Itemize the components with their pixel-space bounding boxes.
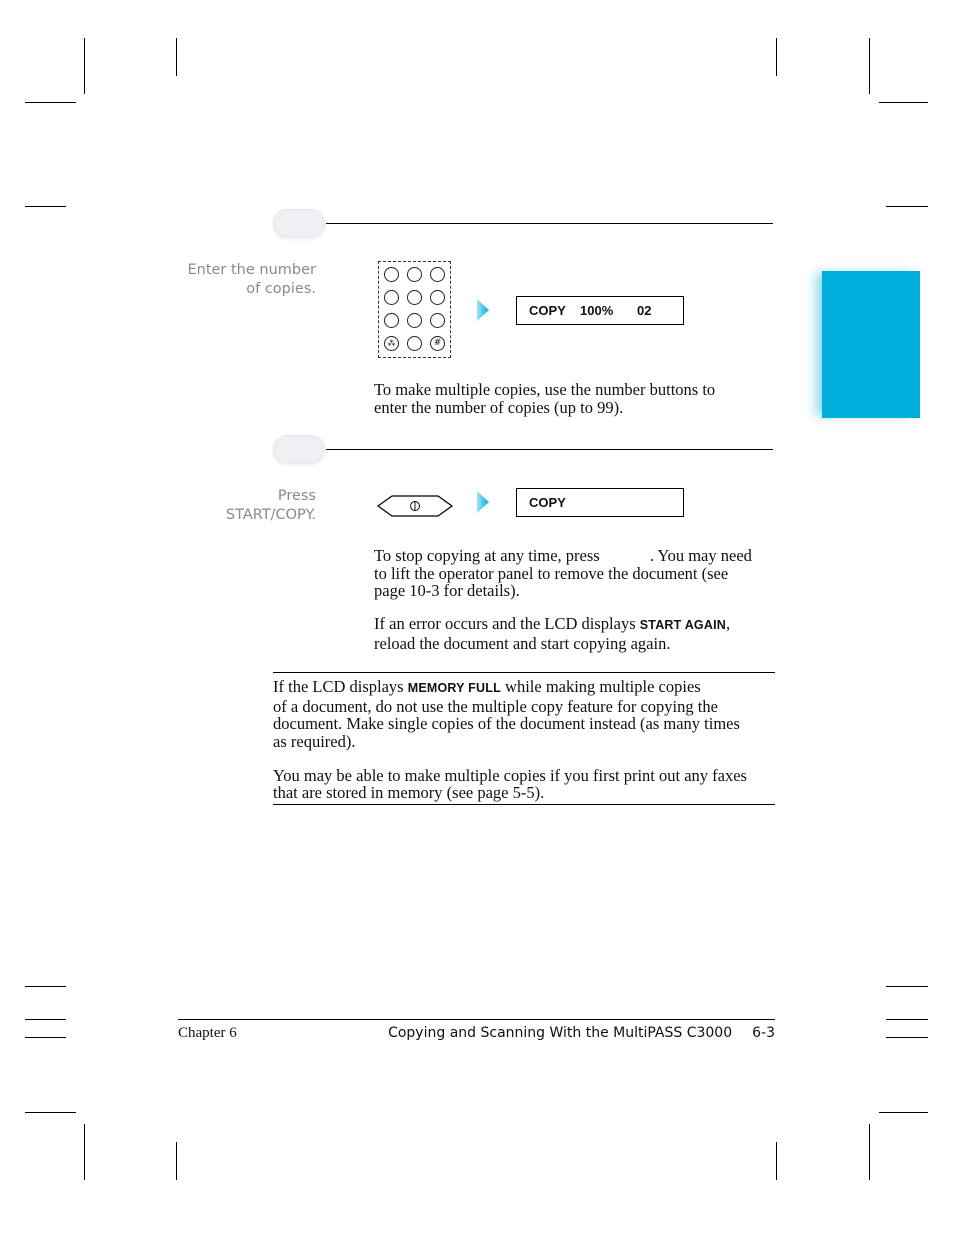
body-line: enter the number of copies (up to 99).: [374, 397, 624, 417]
crop-mark: [25, 1037, 66, 1038]
key-0[interactable]: [407, 336, 422, 351]
lcd-keyword: START AGAIN: [639, 618, 726, 632]
step-2-label-line: START/COPY.: [225, 507, 316, 523]
note-bottom-rule: [273, 804, 775, 805]
key-7[interactable]: [384, 313, 399, 328]
crop-mark: [869, 1124, 870, 1180]
crop-mark: [776, 38, 777, 76]
lcd-mode: COPY: [529, 495, 566, 510]
crop-mark: [25, 1019, 66, 1020]
body-text-fragment: To stop copying at any time, press: [374, 546, 600, 565]
key-star[interactable]: ⁂: [384, 336, 399, 351]
step-1-body: [374, 381, 774, 416]
key-2[interactable]: [407, 267, 422, 282]
arrow-icon: [477, 299, 489, 321]
key-9[interactable]: [430, 313, 445, 328]
arrow-icon: [477, 491, 489, 513]
step-2-rule: [326, 449, 773, 450]
key-3[interactable]: [430, 267, 445, 282]
lcd-display: [516, 296, 684, 325]
crop-mark: [879, 1112, 928, 1113]
step-1-label: [150, 261, 316, 299]
note-text: [273, 678, 775, 802]
body-line: [273, 678, 775, 698]
body-text-fragment: If an error occurs and the LCD displays: [374, 614, 640, 633]
key-8[interactable]: [407, 313, 422, 328]
body-line: reload the document and start copying again.: [374, 633, 671, 653]
crop-mark: [25, 1112, 76, 1113]
key-5[interactable]: [407, 290, 422, 305]
crop-mark: [879, 102, 928, 103]
lcd-mode: COPY: [529, 303, 566, 318]
crop-mark: [886, 1037, 928, 1038]
step-2-stop-text: [374, 547, 774, 600]
crop-mark: [886, 1019, 928, 1020]
step-1-label-line: Enter the number: [187, 262, 316, 278]
body-line: to lift the operator panel to remove the document (see: [374, 563, 729, 583]
crop-mark: [84, 1124, 85, 1180]
lcd-count: 02: [637, 303, 652, 318]
footer-title-text: Copying and Scanning With the MultiPASS C3000: [388, 1025, 733, 1041]
crop-mark: [25, 986, 66, 987]
body-line: that are stored in memory (see page 5-5).: [273, 783, 545, 802]
lcd-display: [516, 488, 684, 517]
key-4[interactable]: [384, 290, 399, 305]
body-text-fragment: ,: [725, 614, 731, 633]
lcd-percent: 100%: [580, 303, 614, 318]
start-copy-button-icon[interactable]: [376, 493, 454, 519]
crop-mark: [776, 1142, 777, 1180]
step-2-marker: [273, 435, 325, 463]
body-line: [374, 615, 774, 635]
body-line: page 10-3 for details).: [374, 581, 520, 600]
step-2-label: [150, 487, 316, 525]
crop-mark: [84, 38, 85, 94]
body-text-fragment: . You may need: [649, 546, 752, 565]
body-line: of a document, do not use the multiple copy feature for copying the: [273, 696, 718, 716]
crop-mark: [176, 38, 177, 76]
crop-mark: [886, 206, 928, 207]
step-1-rule: [326, 223, 773, 224]
body-line: You may be able to make multiple copies if you first print out any faxes: [273, 765, 747, 785]
crop-mark: [176, 1142, 177, 1180]
crop-mark: [25, 102, 76, 103]
step-1-label-line: of copies.: [246, 281, 316, 297]
footer-rule: [178, 1019, 775, 1020]
crop-mark: [869, 38, 870, 94]
footer-chapter: Chapter 6: [178, 1025, 237, 1041]
step-1-marker: [273, 209, 325, 237]
key-1[interactable]: [384, 267, 399, 282]
key-hash[interactable]: #: [430, 336, 445, 351]
body-line: as required).: [273, 731, 356, 751]
body-line: [374, 547, 774, 565]
paragraph-gap: [273, 750, 775, 767]
crop-mark: [25, 206, 66, 207]
footer-title: [388, 1025, 775, 1041]
body-line: To make multiple copies, use the number buttons to: [374, 380, 716, 399]
number-keypad: [378, 261, 451, 358]
chapter-tab: [822, 271, 920, 418]
body-text-fragment: If the LCD displays: [273, 677, 408, 696]
step-2-label-line: Press: [277, 488, 316, 504]
crop-mark: [886, 986, 928, 987]
lcd-keyword: MEMORY FULL: [407, 681, 501, 695]
body-line: document. Make single copies of the document instead (as many times: [273, 714, 740, 733]
body-text-fragment: while making multiple copies: [500, 677, 701, 696]
note-top-rule: [273, 672, 775, 673]
key-6[interactable]: [430, 290, 445, 305]
step-2-error-text: [374, 615, 774, 652]
page-number: 6-3: [752, 1025, 775, 1041]
